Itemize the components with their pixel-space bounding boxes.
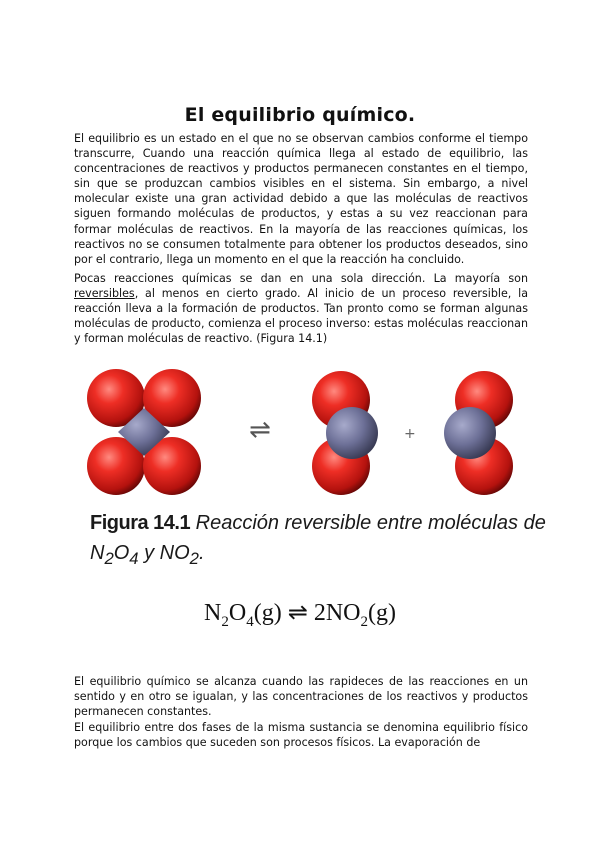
p2-end: , al menos en cierto grado. Al inicio de un proceso reversible, la reacción lleva a la formación de productos. Tan pronto como se forman algunas moléculas de producto, comienza el proceso inverso: estas moléculas reaccionan y forman moléculas de reactivo. (Figura 14.1) [74,287,528,346]
figure-14-1-molecules [86,362,526,502]
title-period: . [407,104,416,126]
equilibrium-arrow-icon: ⇌ [287,600,308,626]
paragraph-physical-equilibrium: El equilibrio entre dos fases de la misma sustancia se denomina equilibrio físico porque los cambios que suceden son procesos físicos. La evaporación de [74,721,528,750]
title-text: El equilibrio químico [184,104,408,126]
no2-molecule [444,371,513,495]
no2-molecule [312,371,378,495]
equilibrium-arrows-icon: ⇌ [249,415,271,445]
figure-caption-text: Reacción reversible entre moléculas de [195,512,546,534]
paragraph-definition: El equilibrio es un estado en el que no se observan cambios conforme el tiempo transcurre, Cuando una reacción química llega al estado de equilibrio, las concentraciones de reactivos y productos permanecen constantes en el tiempo, sin que se produzcan cambios visibles en el sistema. Sin embargo, a nivel molecular existe una gran actividad debido a que las moléculas de reactivos siguen formando moléculas de productos, y estas a su vez reaccionan para formar moléculas de reactivos. En la mayoría de las reacciones químicas, los reactivos no se consumen totalmente para obtener los productos deseados, sino por el contrario, llega un momento en el que la reacción ha concluido. [74,132,528,266]
paragraph-chemical-equilibrium: El equilibrio químico se alcanza cuando las rapideces de las reacciones en un sentido y en otro se igualan, y las concentraciones de los reactivos y productos permanecen constantes. [74,675,528,719]
nitrogen-atom [444,407,496,459]
n2o4-molecule [87,369,201,495]
plus-sign: + [404,426,416,442]
chemical-equation: $N_2O_4(g)$ ⇌ $2NO_2(g)$ [204,600,396,630]
paragraph-reversible [74,271,528,346]
page-title [0,104,600,126]
figure-label: Figura 14.1 [90,512,191,534]
figure-caption [90,508,550,574]
nitrogen-atom [326,407,378,459]
p2-start: Pocas reacciones químicas se dan en una sola dirección. La mayoría son [74,272,528,285]
reversibles-link[interactable]: reversibles [74,287,135,301]
figure-caption-formula: $N_2O_4$ y $NO_2$. [90,542,205,568]
